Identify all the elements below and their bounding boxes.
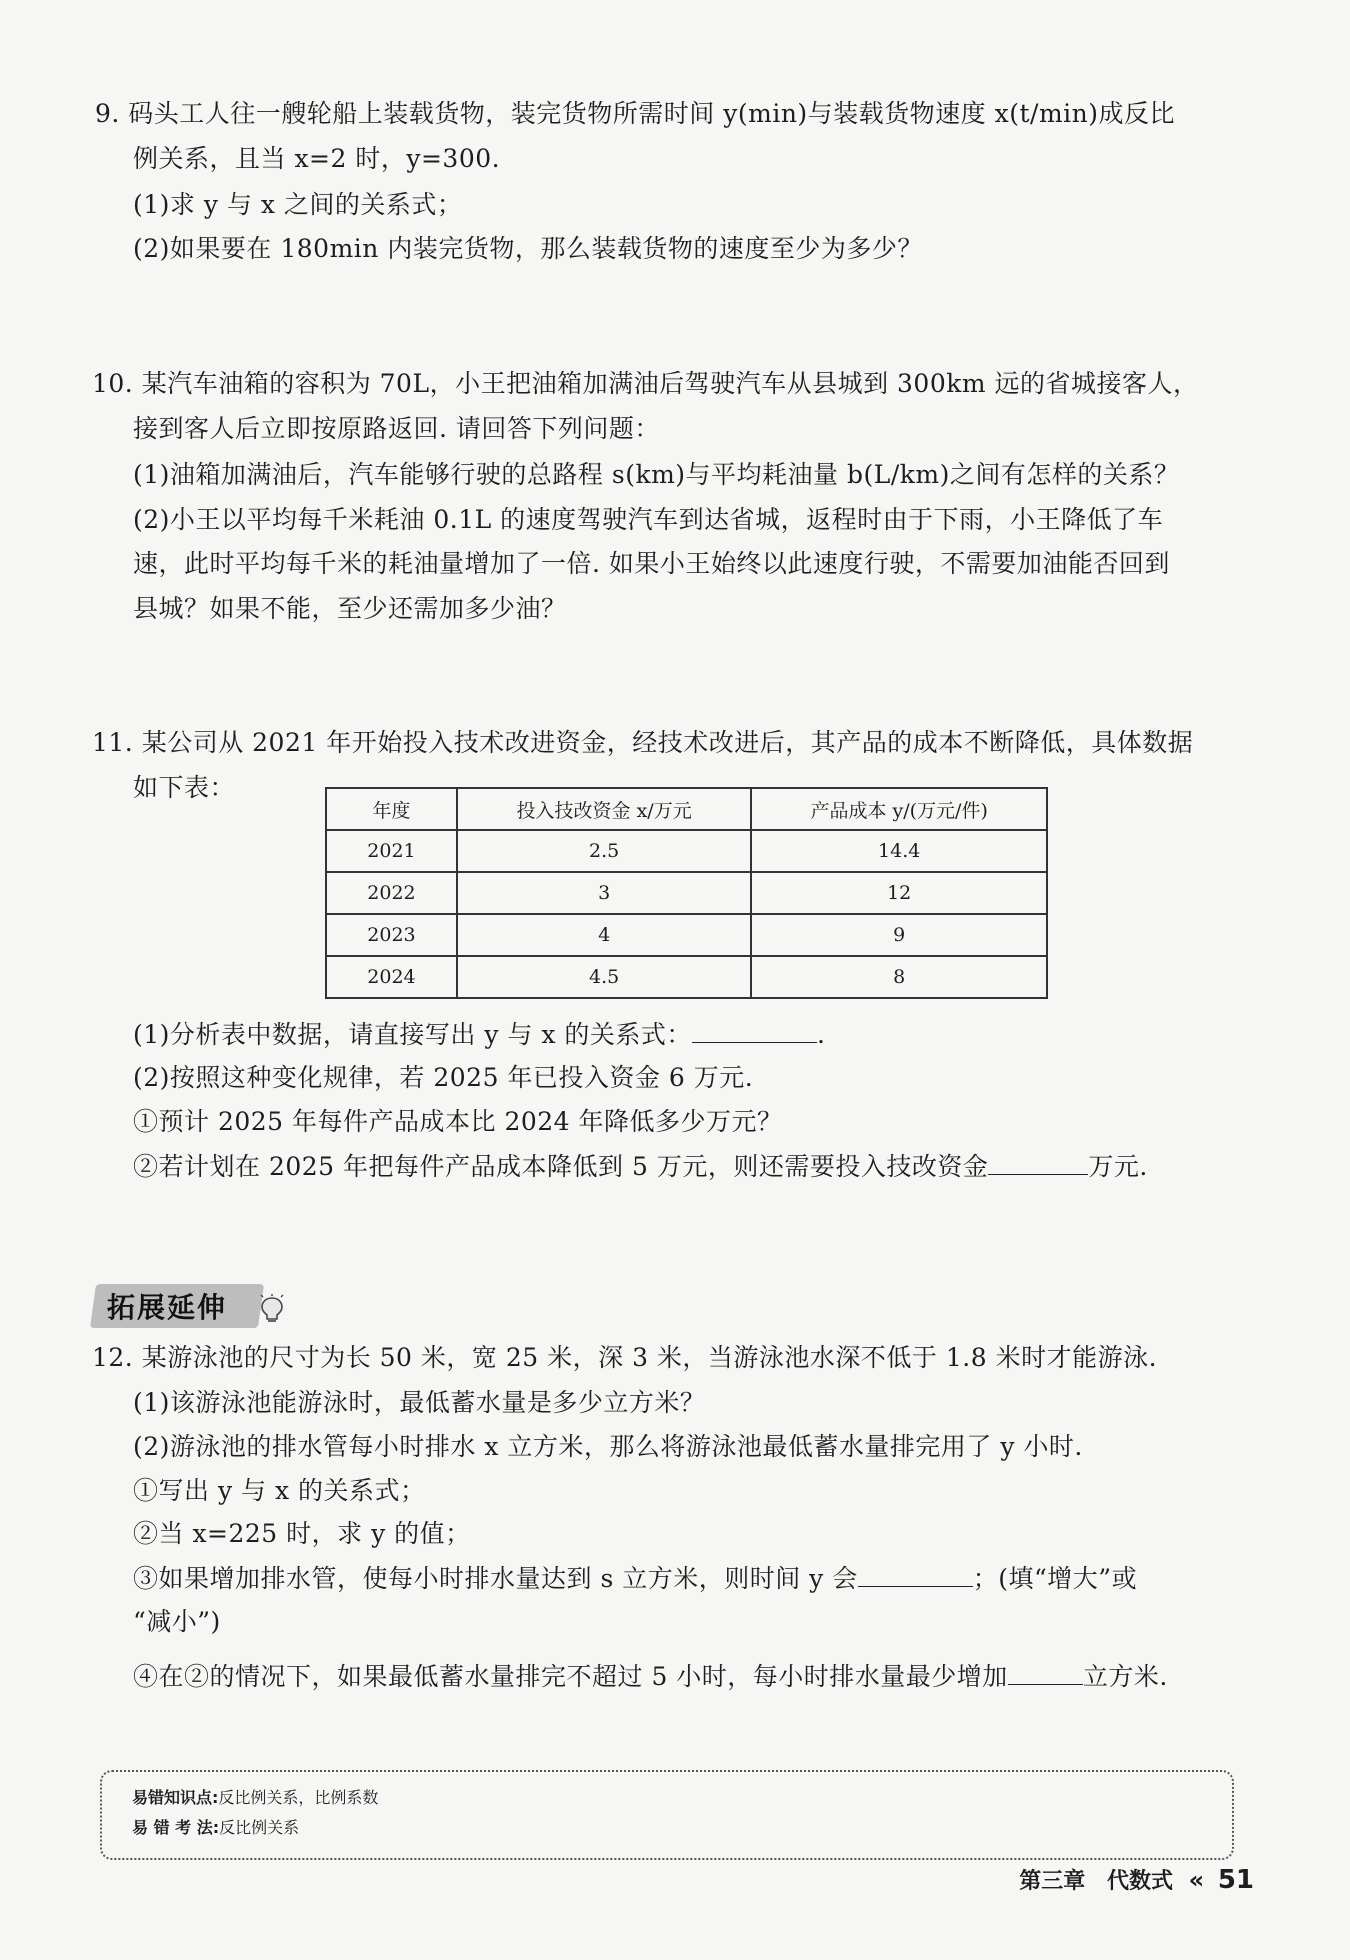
q11-line-6 (133, 1148, 1148, 1185)
table-row (326, 956, 1047, 998)
q12-part3-text: ③如果增加排水管，使每小时排水量达到 s 立方米，则时间 y 会 (133, 1564, 858, 1593)
q12-line-5: ②当 x=225 时，求 y 的值； (133, 1519, 471, 1548)
table-cell: 8 (751, 956, 1047, 998)
table-cell: 9 (751, 914, 1047, 956)
q12-line-6 (133, 1560, 1137, 1597)
q11-line-5: ①预计 2025 年每件产品成本比 2024 年降低多少万元？ (133, 1107, 783, 1136)
table-cell: 2022 (326, 872, 457, 914)
q11-line-3 (133, 1016, 825, 1053)
table-cell: 12 (751, 872, 1047, 914)
note-text: 反比例关系，比例系数 (218, 1788, 379, 1807)
q10-line-6: 县城？如果不能，至少还需加多少油？ (133, 594, 567, 623)
q9-line-2: 例关系，且当 x=2 时，y=300. (133, 144, 501, 173)
q12-line-2: (1)该游泳池能游泳时，最低蓄水量是多少立方米？ (133, 1388, 706, 1417)
lightbulb-icon (259, 1294, 285, 1324)
answer-blank[interactable] (692, 1016, 817, 1043)
table-cell: 2.5 (457, 830, 751, 872)
table-header-cell: 投入技改资金 x/万元 (457, 788, 751, 830)
q12-line-4: ①写出 y 与 x 的关系式； (133, 1476, 426, 1505)
table-header-cell: 产品成本 y/(万元/件) (751, 788, 1047, 830)
section-tag (93, 1280, 285, 1330)
table-header-cell: 年度 (326, 788, 457, 830)
q10-line-1: 10. 某汽车油箱的容积为 70L，小王把油箱加满油后驾驶汽车从县城到 300km 远的省城接客人， (92, 369, 1199, 398)
table-row (326, 830, 1047, 872)
table-cell: 14.4 (751, 830, 1047, 872)
table-cell: 2023 (326, 914, 457, 956)
table-row (326, 872, 1047, 914)
q12-part4-text: ④在②的情况下，如果最低蓄水量排完不超过 5 小时，每小时排水量最少增加 (133, 1662, 1008, 1691)
table-header-row (326, 788, 1047, 830)
investment-cost-table (325, 787, 1048, 999)
q9-line-1: 9. 码头工人往一艘轮船上装载货物，装完货物所需时间 y(min)与装载货物速度 x(t/min)成反比 (95, 99, 1176, 128)
q11-part2-text: ②若计划在 2025 年把每件产品成本降低到 5 万元，则还需要投入技改资金 (133, 1152, 989, 1181)
q11-part1-end: . (816, 1020, 826, 1049)
q11-part1-text: (1)分析表中数据，请直接写出 y 与 x 的关系式： (133, 1020, 692, 1049)
note-line-1 (132, 1785, 378, 1808)
table-cell: 2024 (326, 956, 457, 998)
note-label: 易错知识点: (132, 1788, 219, 1807)
table-cell: 4 (457, 914, 751, 956)
q12-line-3: (2)游泳池的排水管每小时排水 x 立方米，那么将游泳池最低蓄水量排完用了 y 小时. (133, 1432, 1083, 1461)
section-title: 拓展延伸 (107, 1291, 228, 1324)
q12-line-7: “减小”) (133, 1607, 221, 1636)
q9-line-4: (2)如果要在 180min 内装完货物，那么装载货物的速度至少为多少？ (133, 234, 923, 263)
table-row (326, 914, 1047, 956)
chapter-label: 第三章 (1019, 1869, 1086, 1894)
q10-line-2: 接到客人后立即按原路返回. 请回答下列问题： (133, 414, 660, 443)
q11-line-2: 如下表： (133, 773, 236, 802)
table-cell: 2021 (326, 830, 457, 872)
q10-line-3: (1)油箱加满油后，汽车能够行驶的总路程 s(km)与平均耗油量 b(L/km)之间有怎样的关系？ (133, 460, 1180, 489)
answer-blank[interactable] (988, 1148, 1088, 1175)
table-cell: 3 (457, 872, 751, 914)
note-text: 反比例关系 (219, 1818, 300, 1837)
topic-label: 代数式 (1106, 1869, 1173, 1894)
note-line-2 (132, 1815, 299, 1838)
answer-blank[interactable] (858, 1560, 973, 1587)
q10-line-4: (2)小王以平均每千米耗油 0.1L 的速度驾驶汽车到达省城，返程时由于下雨，小王降低了车 (133, 505, 1164, 534)
page-footer (1019, 1864, 1254, 1895)
table-cell: 4.5 (457, 956, 751, 998)
q11-part2-end: 万元. (1088, 1152, 1148, 1181)
page-number: 51 (1217, 1865, 1254, 1895)
q11-line-1: 11. 某公司从 2021 年开始投入技术改进资金，经技术改进后，其产品的成本不断降低，具体数据 (92, 728, 1194, 757)
q12-part4-end: 立方米. (1082, 1662, 1168, 1691)
answer-blank[interactable] (1008, 1658, 1083, 1685)
note-label: 易 错 考 法: (132, 1818, 220, 1837)
q12-part3-end: ；(填“增大”或 (972, 1564, 1138, 1593)
q10-line-5: 速，此时平均每千米的耗油量增加了一倍. 如果小王始终以此速度行驶，不需要加油能否回到 (133, 549, 1170, 578)
q11-line-4: (2)按照这种变化规律，若 2025 年已投入资金 6 万元. (133, 1063, 754, 1092)
q9-line-3: (1)求 y 与 x 之间的关系式； (133, 190, 463, 219)
q12-line-1: 12. 某游泳池的尺寸为长 50 米，宽 25 米，深 3 米，当游泳池水深不低于 1.8 米时才能游泳. (92, 1343, 1158, 1372)
double-chevron-left-icon: « (1188, 1866, 1205, 1894)
q12-line-8 (133, 1658, 1168, 1695)
